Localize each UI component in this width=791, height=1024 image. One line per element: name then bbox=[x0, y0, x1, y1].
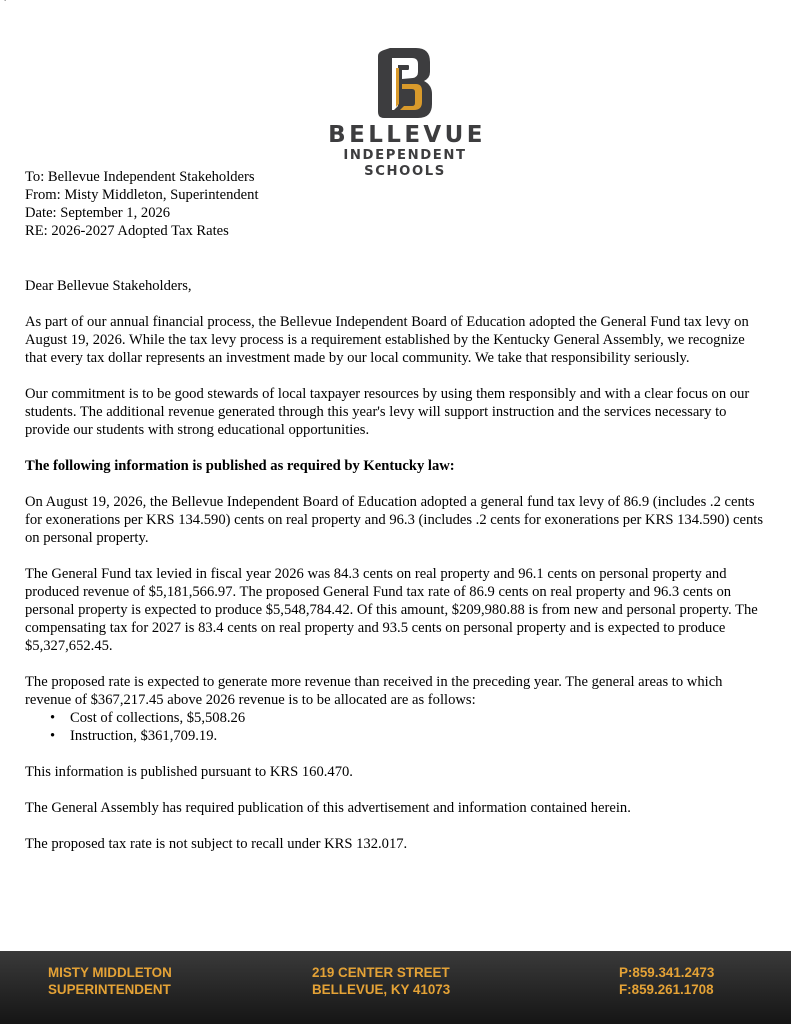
paragraph-allocation: The proposed rate is expected to generate more revenue than received in the preceding year. The general areas to which revenue of $367,217.45 above 2026 revenue is to be allocated are as follows: bbox=[25, 674, 723, 708]
school-logo bbox=[300, 48, 510, 180]
bellevue-b-shield-icon bbox=[378, 48, 432, 118]
letter-body bbox=[25, 168, 765, 853]
stray-mark: ` bbox=[3, 0, 7, 10]
logo-subtitle: INDEPENDENT SCHOOLS bbox=[343, 148, 467, 179]
allocation-list bbox=[25, 709, 765, 745]
footer-name: MISTY MIDDLETON bbox=[48, 965, 172, 980]
memo-date: Date: September 1, 2026 bbox=[25, 205, 171, 221]
paragraph-commitment: Our commitment is to be good stewards of local taxpayer resources by using them responsibly and with a clear focus on our students. The additional revenue generated through this year's levy will support instruction and the services necessary to provide our students with strong educational opportunities. bbox=[25, 386, 750, 438]
paragraph-krs: This information is published pursuant to KRS 160.470. bbox=[25, 764, 353, 780]
greeting: Dear Bellevue Stakeholders, bbox=[25, 278, 192, 294]
paragraph-levy: On August 19, 2026, the Bellevue Independent Board of Education adopted a general fund tax levy of 86.9 (includes .2 cents for exonerations per KRS 134.590) cents on real property and 96.3 (includes .2 cents for exonerations per KRS 134.590) cents on personal property. bbox=[25, 494, 764, 546]
footer-phone: P:859.341.2473 bbox=[619, 965, 715, 980]
footer-city: BELLEVUE, KY 41073 bbox=[312, 982, 451, 997]
paragraph-assembly: The General Assembly has required publication of this advertisement and information contained herein. bbox=[25, 800, 631, 816]
legal-heading: The following information is published as required by Kentucky law: bbox=[25, 458, 455, 474]
logo-name: BELLEVUE bbox=[328, 122, 486, 148]
footer-fax: F:859.261.1708 bbox=[619, 982, 714, 997]
list-item: • Cost of collections, $5,508.26 bbox=[70, 709, 765, 727]
memo-re: RE: 2026-2027 Adopted Tax Rates bbox=[25, 223, 229, 239]
list-item: • Instruction, $361,709.19. bbox=[70, 727, 765, 745]
memo-to: To: Bellevue Independent Stakeholders bbox=[25, 169, 255, 185]
footer-contact bbox=[48, 964, 172, 998]
memo-from: From: Misty Middleton, Superintendent bbox=[25, 187, 259, 203]
footer-bar bbox=[0, 951, 791, 1024]
footer-street: 219 CENTER STREET bbox=[312, 965, 450, 980]
footer-address bbox=[312, 964, 450, 998]
memo-header bbox=[25, 168, 765, 240]
paragraph-intro: As part of our annual financial process, the Bellevue Independent Board of Education adopted the General Fund tax levy on August 19, 2026. While the tax levy process is a requirement established by the Kentucky General Assembly, we recognize that every tax dollar represents an investment made by our local community. We take that responsibility seriously. bbox=[25, 314, 749, 366]
footer-numbers bbox=[619, 964, 714, 998]
paragraph-revenue: The General Fund tax levied in fiscal year 2026 was 84.3 cents on real property and 96.1 cents on personal property and produced revenue of $5,181,566.97. The proposed General Fund tax rate of 86.9 cents on real property and 96.3 cents on personal property is expected to produce $5,548,784.42. Of this amount, $209,980.88 is from new and personal property. The compensating tax for 2027 is 83.4 cents on real property and 93.5 cents on personal property and is expected to produce $5,327,652.45. bbox=[25, 566, 758, 654]
footer-title: SUPERINTENDENT bbox=[48, 982, 171, 997]
paragraph-recall: The proposed tax rate is not subject to recall under KRS 132.017. bbox=[25, 836, 408, 852]
